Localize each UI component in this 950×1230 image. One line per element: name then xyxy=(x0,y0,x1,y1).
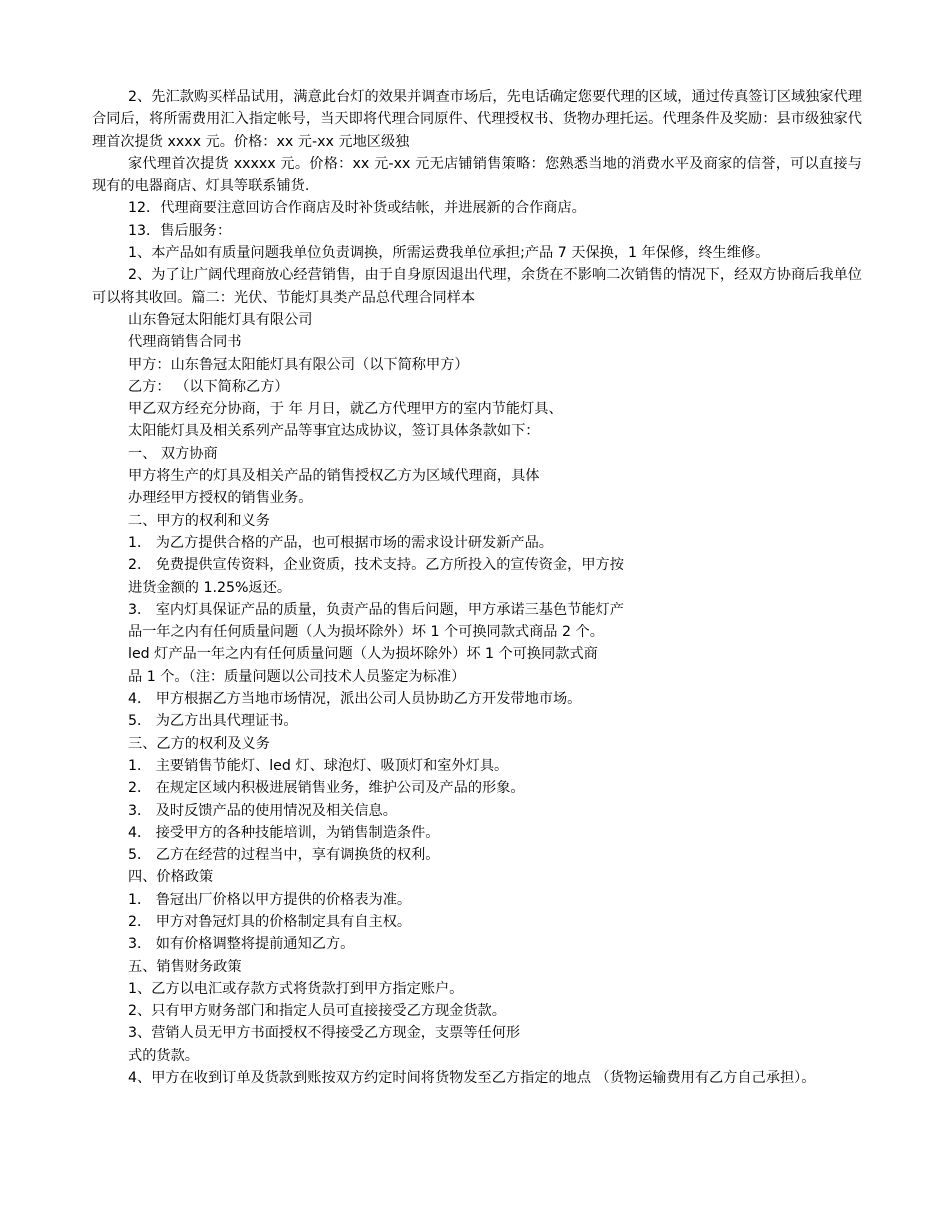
document-paragraph: 品 1 个。（注：质量问题以公司技术人员鉴定为标准） xyxy=(128,668,466,685)
document-paragraph: 1． 为乙方提供合格的产品，也可根据市场的需求设计研发新产品。 xyxy=(128,534,553,551)
document-paragraph: 5． 乙方在经营的过程当中，享有调换货的权利。 xyxy=(128,847,440,864)
document-paragraph: 3． 室内灯具保证产品的质量，负责产品的售后问题，甲方承诺三基色节能灯产 xyxy=(128,601,624,618)
document-paragraph: 四、价格政策 xyxy=(128,869,214,886)
document-paragraph: 3、营销人员无甲方书面授权不得接受乙方现金，支票等任何形 xyxy=(128,1025,521,1042)
document-paragraph: 3． 及时反馈产品的使用情况及相关信息。 xyxy=(128,802,397,819)
document-paragraph: 13．售后服务： xyxy=(128,222,232,239)
document-paragraph: 家代理首次提货 xxxxx 元。价格：xx 元-xx 元无店铺销售策略：您熟悉当地的消费水平及商家的信誉，可以直接与现有的电器商店、灯具等联系铺货. xyxy=(92,155,862,195)
document-paragraph: 1、乙方以电汇或存款方式将货款打到甲方指定账户。 xyxy=(128,980,464,997)
document-paragraph: 1、本产品如有质量问题我单位负责调换，所需运费我单位承担;产品 7 天保换，1 年保修，终生维修。 xyxy=(128,245,770,262)
document-paragraph: led 灯产品一年之内有任何质量问题（人为损坏除外）坏 1 个可换同款式商 xyxy=(128,646,598,663)
document-paragraph: 4． 甲方根据乙方当地市场情况，派出公司人员协助乙方开发带地市场。 xyxy=(128,691,582,708)
document-paragraph: 甲乙双方经充分协商，于 年 月日，就乙方代理甲方的室内节能灯具、 xyxy=(128,401,563,418)
document-paragraph: 品一年之内有任何质量问题（人为损坏除外）坏 1 个可换同款式商品 2 个。 xyxy=(128,624,604,641)
document-paragraph: 办理经甲方授权的销售业务。 xyxy=(128,490,313,507)
document-paragraph: 2、为了让广阔代理商放心经营销售，由于自身原因退出代理，余货在不影响二次销售的情况下，经双方协商后我单位可以将其收回。篇二：光伏、节能灯具类产品总代理合同样本 xyxy=(92,267,862,306)
document-paragraph: 12．代理商要注意回访合作商店及时补货或结帐，并进展新的合作商店。 xyxy=(128,200,586,217)
document-paragraph: 进货金额的 1.25%返还。 xyxy=(128,579,292,596)
document-paragraph: 4、甲方在收到订单及货款到账按双方约定时间将货物发至乙方指定的地点 （货物运输费用有乙方自己承担）。 xyxy=(128,1070,816,1087)
document-body xyxy=(92,86,862,1089)
document-paragraph: 2． 甲方对鲁冠灯具的价格制定具有自主权。 xyxy=(128,913,412,930)
document-paragraph: 山东鲁冠太阳能灯具有限公司 xyxy=(128,311,313,328)
document-paragraph: 3． 如有价格调整将提前通知乙方。 xyxy=(128,936,355,953)
document-paragraph: 太阳能灯具及相关系列产品等事宜达成协议，签订具体条款如下： xyxy=(128,423,540,440)
document-paragraph: 1． 鲁冠出厂价格以甲方提供的价格表为准。 xyxy=(128,891,412,908)
document-paragraph: 2、只有甲方财务部门和指定人员可直接接受乙方现金货款。 xyxy=(128,1003,506,1020)
document-paragraph: 一、 双方协商 xyxy=(128,445,218,462)
document-paragraph: 甲方：山东鲁冠太阳能灯具有限公司（以下简称甲方） xyxy=(128,356,469,373)
document-paragraph: 式的货款。 xyxy=(128,1047,199,1064)
document-paragraph: 5． 为乙方出具代理证书。 xyxy=(128,713,298,730)
document-paragraph: 2、先汇款购买样品试用，满意此台灯的效果并调查市场后，先电话确定您要代理的区域，通过传真签订区域独家代理合同后，将所需费用汇入指定帐号，当天即将代理合同原件、代理授权书、货物办理托运。代理条件及奖励：县市级独家代理首次提货 xxxx 元。价格：xx 元-xx 元地区级独 xyxy=(92,89,862,150)
document-paragraph: 4． 接受甲方的各种技能培训，为销售制造条件。 xyxy=(128,824,440,841)
document-paragraph: 2． 在规定区域内积极进展销售业务，维护公司及产品的形象。 xyxy=(128,780,525,797)
document-paragraph: 甲方将生产的灯具及相关产品的销售授权乙方为区域代理商，具体 xyxy=(128,468,540,485)
document-paragraph: 代理商销售合同书 xyxy=(128,334,242,351)
document-paragraph: 二、甲方的权利和义务 xyxy=(128,512,270,529)
document-paragraph: 乙方： （以下简称乙方） xyxy=(128,378,289,395)
document-paragraph: 1． 主要销售节能灯、led 灯、球泡灯、吸顶灯和室外灯具。 xyxy=(128,757,509,774)
document-paragraph: 2． 免费提供宣传资料，企业资质，技术支持。乙方所投入的宣传资金，甲方按 xyxy=(128,557,624,574)
document-paragraph: 三、乙方的权利及义务 xyxy=(128,735,270,752)
document-paragraph: 五、销售财务政策 xyxy=(128,958,242,975)
